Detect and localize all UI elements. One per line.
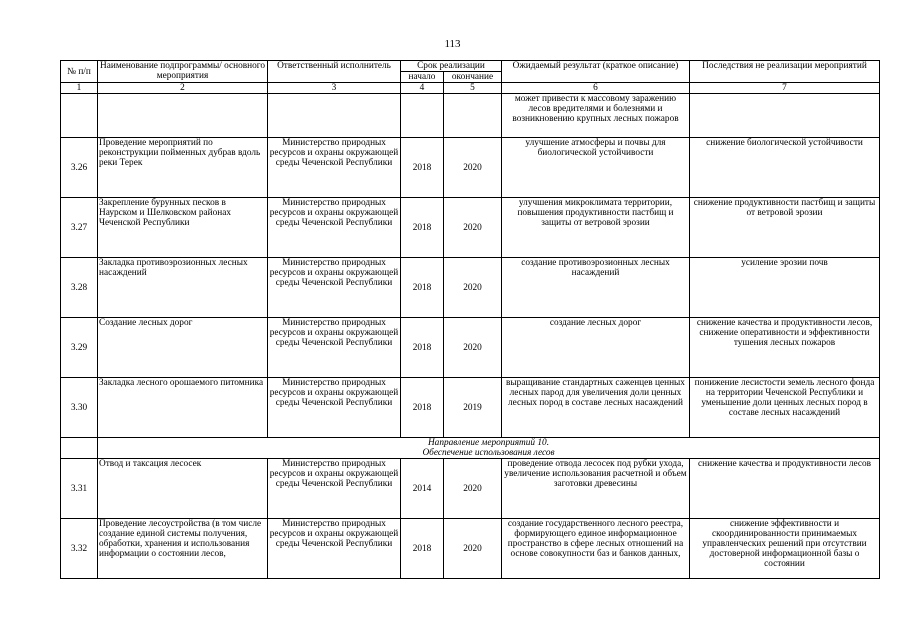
continuation-text: может привести к массовому заражению лесов вредителями и болезнями и возникновению крупных лесных пожаров [502,94,690,138]
end-year: 2020 [444,519,502,579]
measure-name: Создание лесных дорог [98,318,268,378]
table-cell [61,94,98,138]
row-number: 3.29 [61,318,98,378]
end-year: 2020 [444,318,502,378]
section-heading [98,438,880,459]
section-heading-body [61,438,880,459]
start-year: 2018 [401,258,444,318]
section-title-line-2: Обеспечение использования лесов [422,448,555,458]
header-period: Срок реализации [401,61,502,72]
start-year: 2018 [401,378,444,438]
column-number: 2 [98,83,268,94]
responsible-executor: Министерство природных ресурсов и охраны окружающей среды Чеченской Республики [268,519,401,579]
row-number: 3.31 [61,459,98,519]
measures-table [60,60,880,579]
table-cell [444,94,502,138]
non-implementation-consequence: снижение эффективности и скоординированности принимаемых управленческих решений при отсутствии достоверной информационной базы о состоянии [690,519,880,579]
table-cell [61,438,98,459]
end-year: 2020 [444,459,502,519]
table-body-b [61,459,880,579]
expected-result: создание лесных дорог [502,318,690,378]
non-implementation-consequence: снижение качества и продуктивности лесов, снижение оперативности и эффективности тушения лесных пожаров [690,318,880,378]
table-cell [690,94,880,138]
responsible-executor: Министерство природных ресурсов и охраны окружающей среды Чеченской Республики [268,198,401,258]
measure-name: Проведение мероприятий по реконструкции пойменных дубрав вдоль реки Терек [98,138,268,198]
measure-name: Закрепление бурунных песков в Наурском и Шелковском районах Чеченской Республики [98,198,268,258]
table-cell [401,94,444,138]
expected-result: создание противоэрозионных лесных насаждений [502,258,690,318]
responsible-executor: Министерство природных ресурсов и охраны окружающей среды Чеченской Республики [268,258,401,318]
header-executor: Ответственный исполнитель [268,61,401,83]
start-year: 2018 [401,318,444,378]
header-name: Наименование подпрограммы/ основного мероприятия [98,61,268,83]
table-row [61,258,880,318]
table-body-a [61,94,880,438]
header-result: Ожидаемый результат (краткое описание) [502,61,690,83]
table-row [61,198,880,258]
column-number: 1 [61,83,98,94]
non-implementation-consequence: усиление эрозии почв [690,258,880,318]
start-year: 2018 [401,138,444,198]
header-start: начало [401,72,444,83]
non-implementation-consequence: снижение качества и продуктивности лесов [690,459,880,519]
column-number: 5 [444,83,502,94]
table-row [61,318,880,378]
section-heading-row [61,438,880,459]
column-numbers-row [61,83,880,94]
start-year: 2018 [401,198,444,258]
end-year: 2020 [444,138,502,198]
expected-result: улучшение атмосферы и почвы для биологической устойчивости [502,138,690,198]
responsible-executor: Министерство природных ресурсов и охраны окружающей среды Чеченской Республики [268,459,401,519]
column-number: 6 [502,83,690,94]
measure-name: Отвод и таксация лесосек [98,459,268,519]
expected-result: проведение отвода лесосек под рубки ухода, увеличение использования расчетной и объем заготовки древесины [502,459,690,519]
end-year: 2020 [444,198,502,258]
continuation-row [61,94,880,138]
measure-name: Проведение лесоустройства (в том числе создание единой системы получения, обработки, хранения и использования информации о состоянии лесов, [98,519,268,579]
end-year: 2020 [444,258,502,318]
header-num: № п/п [61,61,98,83]
expected-result: улучшения микроклимата территории, повышения продуктивности пастбищ и защиты от ветровой эрозии [502,198,690,258]
column-number: 4 [401,83,444,94]
start-year: 2014 [401,459,444,519]
table-row [61,378,880,438]
table-row [61,138,880,198]
page-number: 113 [444,38,461,50]
table-row [61,459,880,519]
row-number: 3.30 [61,378,98,438]
measure-name: Закладка противоэрозионных лесных насаждений [98,258,268,318]
section-title-line-1: Направление мероприятий 10. [427,438,550,448]
responsible-executor: Министерство природных ресурсов и охраны окружающей среды Чеченской Республики [268,378,401,438]
non-implementation-consequence: снижение биологической устойчивости [690,138,880,198]
table-cell [268,94,401,138]
end-year: 2019 [444,378,502,438]
expected-result: создание государственного лесного реестра, формирующего единое информационное пространство в сфере лесных отношений на основе совокупности баз и банков данных, [502,519,690,579]
non-implementation-consequence: понижение лесистости земель лесного фонда на территории Чеченской Республики и уменьшение доли ценных лесных пород в составе лесных насаждений [690,378,880,438]
row-number: 3.27 [61,198,98,258]
measure-name: Закладка лесного орошаемого питомника [98,378,268,438]
header-consequences: Последствия не реализации мероприятий [690,61,880,83]
header-row-1 [61,61,880,72]
expected-result: выращивание стандартных саженцев ценных лесных парод для увеличения доли ценных лесных пород в составе лесных насаждений [502,378,690,438]
responsible-executor: Министерство природных ресурсов и охраны окружающей среды Чеченской Республики [268,138,401,198]
responsible-executor: Министерство природных ресурсов и охраны окружающей среды Чеченской Республики [268,318,401,378]
row-number: 3.26 [61,138,98,198]
table-cell [98,94,268,138]
row-number: 3.32 [61,519,98,579]
non-implementation-consequence: снижение продуктивности пастбищ и защиты от ветровой эрозии [690,198,880,258]
column-number: 7 [690,83,880,94]
start-year: 2018 [401,519,444,579]
header-end: окончание [444,72,502,83]
table-row [61,519,880,579]
column-number: 3 [268,83,401,94]
row-number: 3.28 [61,258,98,318]
